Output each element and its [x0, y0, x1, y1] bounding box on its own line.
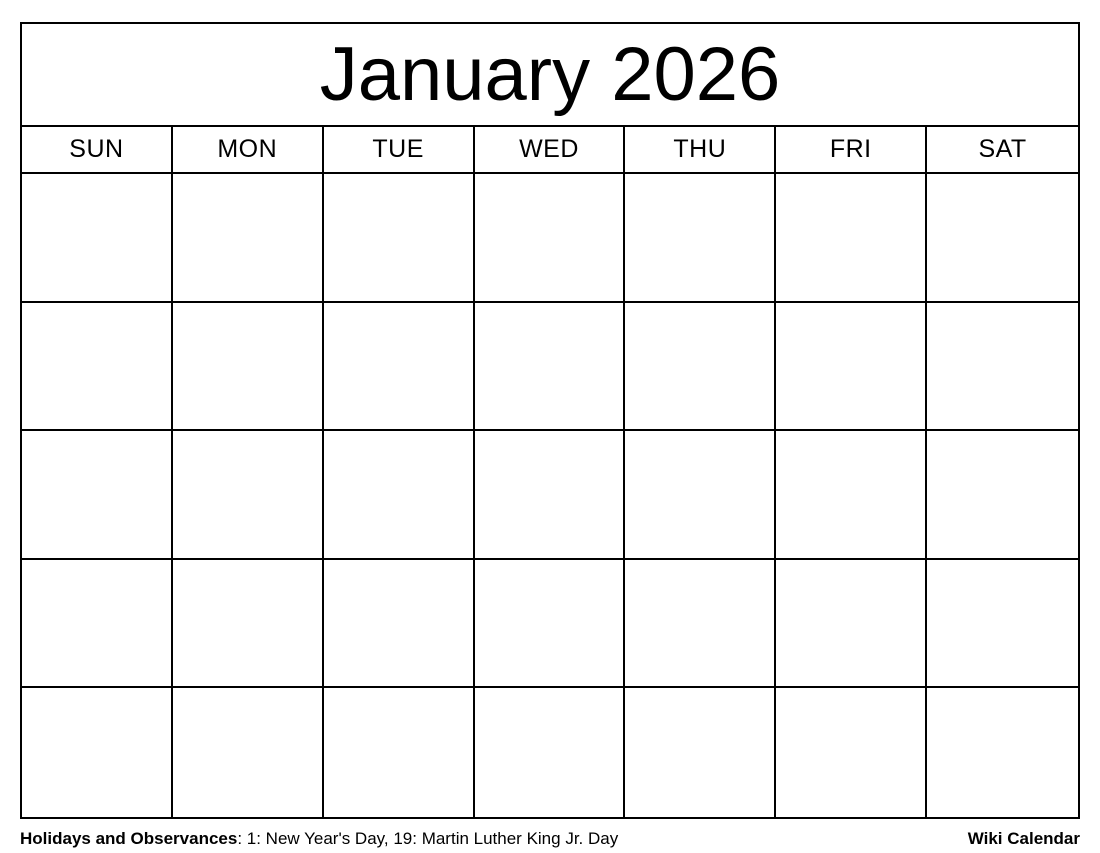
day-cell: [475, 303, 626, 432]
day-cell: [776, 303, 927, 432]
weekday-header-tue: TUE: [324, 127, 475, 172]
day-cell: [173, 431, 324, 560]
day-cell: [324, 431, 475, 560]
day-cell: [22, 303, 173, 432]
day-cell: [173, 688, 324, 817]
day-cell: [324, 174, 475, 303]
day-cell: [625, 560, 776, 689]
month-year-title: January 2026: [319, 31, 781, 117]
day-cell: [173, 174, 324, 303]
day-cell: [776, 431, 927, 560]
day-cell: [22, 688, 173, 817]
day-cell: [22, 560, 173, 689]
holidays-note: [20, 828, 618, 849]
day-cell: [776, 560, 927, 689]
calendar-title-bar: [22, 24, 1078, 127]
day-cell: [22, 431, 173, 560]
holidays-list: : 1: New Year's Day, 19: Martin Luther King Jr. Day: [237, 829, 619, 848]
day-cell: [173, 560, 324, 689]
footer: [20, 828, 1080, 849]
day-cell: [475, 560, 626, 689]
day-cell: [475, 431, 626, 560]
calendar-grid: [20, 22, 1080, 819]
day-cell: [927, 431, 1078, 560]
weekday-header-row: [22, 127, 1078, 174]
holidays-label: Holidays and Observances: [20, 829, 238, 848]
day-cell: [475, 688, 626, 817]
day-cell: [324, 560, 475, 689]
day-cell: [173, 303, 324, 432]
day-cell: [776, 688, 927, 817]
day-cell: [625, 688, 776, 817]
day-cell: [625, 431, 776, 560]
day-cell: [625, 174, 776, 303]
weekday-header-wed: WED: [475, 127, 626, 172]
weekday-header-mon: MON: [173, 127, 324, 172]
day-cell: [324, 303, 475, 432]
weekday-header-thu: THU: [625, 127, 776, 172]
weekday-header-sat: SAT: [978, 135, 1027, 163]
weekday-header-sun: SUN: [22, 127, 173, 172]
brand-label: Wiki Calendar: [967, 829, 1080, 848]
day-cell: [927, 688, 1078, 817]
day-cell: [927, 303, 1078, 432]
day-cell: [324, 688, 475, 817]
day-cell: [475, 174, 626, 303]
day-cell: [22, 174, 173, 303]
day-cell: [776, 174, 927, 303]
day-cell: [625, 303, 776, 432]
weekday-header-fri: FRI: [776, 127, 927, 172]
day-grid: [22, 174, 1078, 817]
day-cell: [927, 560, 1078, 689]
day-cell: [927, 174, 1078, 303]
